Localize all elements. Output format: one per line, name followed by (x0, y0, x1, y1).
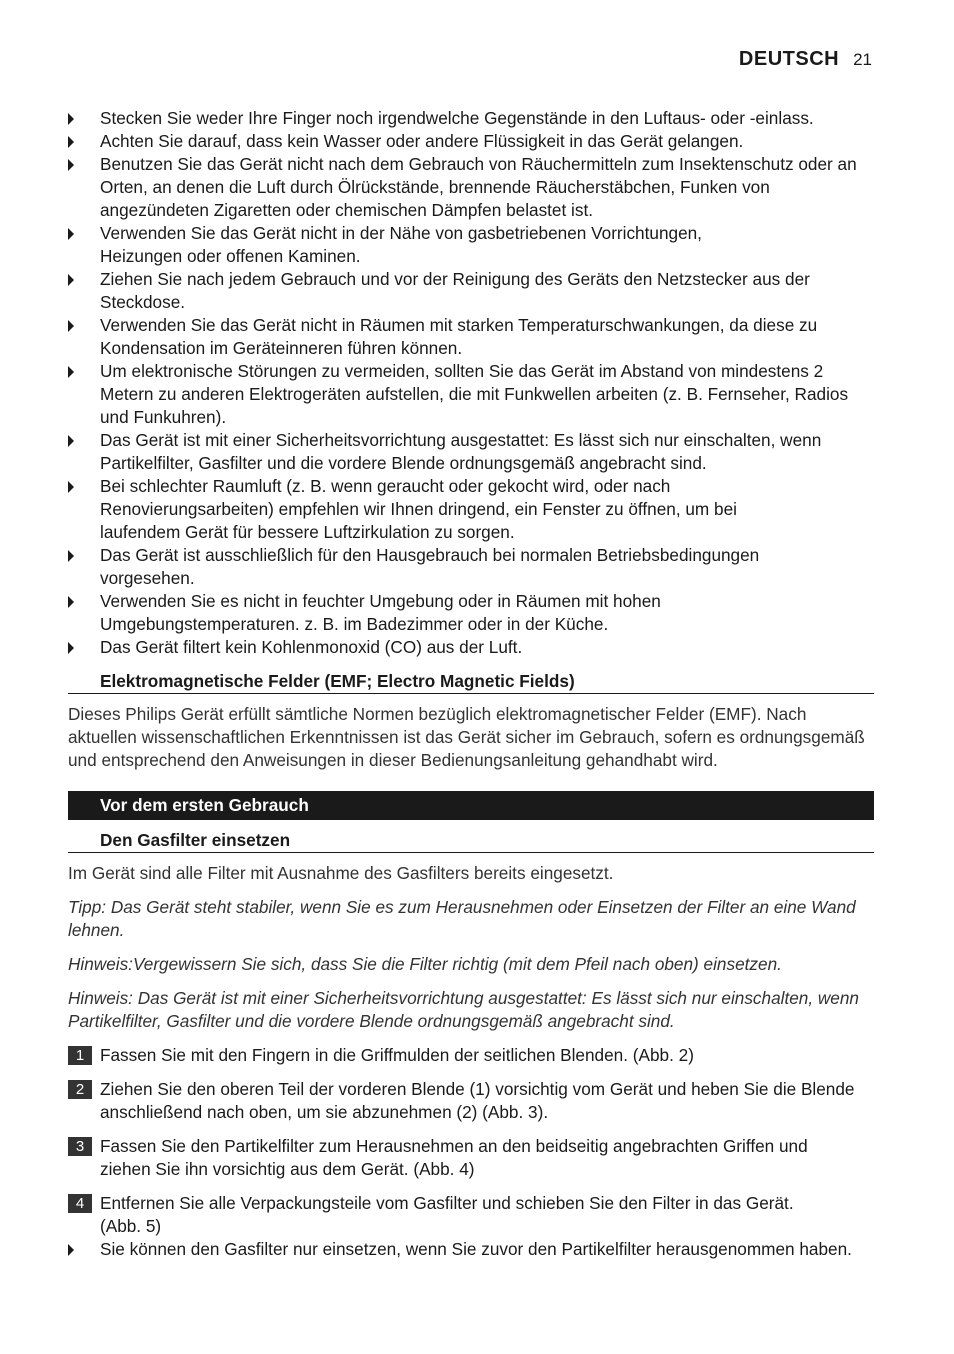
list-item: Verwenden Sie das Gerät nicht in Räumen mit starken Temperaturschwankungen, da diese zu Kondensation im Geräteinneren führen können. (68, 314, 874, 360)
step-text: Fassen Sie mit den Fingern in die Griffmulden der seitlichen Blenden. (Abb. 2) (100, 1045, 694, 1065)
list-item: Achten Sie darauf, dass kein Wasser oder andere Flüssigkeit in das Gerät gelangen. (68, 130, 874, 153)
list-item: Das Gerät ist ausschließlich für den Hausgebrauch bei normalen Betriebsbedingungen vorgesehen. (68, 544, 874, 590)
step-text: Entfernen Sie alle Verpackungsteile vom Gasfilter und schieben Sie den Filter in das Gerät. (Abb. 5) (100, 1193, 794, 1236)
bullet-icon (68, 435, 74, 447)
bullet-icon (68, 481, 74, 493)
step-number: 1 (68, 1046, 92, 1065)
page-header (739, 48, 872, 71)
list-item: Stecken Sie weder Ihre Finger noch irgendwelche Gegenstände in den Luftaus- oder -einlass. (68, 107, 874, 130)
note-text: Hinweis: Das Gerät ist mit einer Sicherheitsvorrichtung ausgestattet: Es lässt sich nur einschalten, wenn Partikelfilter, Gasfilter und die vordere Blende ordnungsgemäß angebracht sind. (68, 988, 859, 1031)
bullet-icon (68, 274, 74, 286)
bullet-icon (68, 159, 74, 171)
list-item: Ziehen Sie nach jedem Gebrauch und vor der Reinigung des Geräts den Netzstecker aus der Steckdose. (68, 268, 874, 314)
bullet-icon (68, 596, 74, 608)
section-title-bar: Vor dem ersten Gebrauch (68, 791, 874, 820)
bullet-icon (68, 1244, 74, 1256)
step-item (68, 1044, 874, 1067)
list-item: Verwenden Sie es nicht in feuchter Umgebung oder in Räumen mit hohen Umgebungstemperaturen. z. B. im Badezimmer oder in der Küche. (68, 590, 874, 636)
step-number: 2 (68, 1080, 92, 1099)
list-item: Verwenden Sie das Gerät nicht in der Nähe von gasbetriebenen Vorrichtungen, Heizungen oder offenen Kaminen. (68, 222, 874, 268)
step-item (68, 1135, 874, 1181)
emf-paragraph: Dieses Philips Gerät erfüllt sämtliche Normen bezüglich elektromagnetischer Felder (EMF). Nach aktuellen wissenschaftlichen Erkenntnissen ist das Gerät sicher im Gebrauch, sofern es ordnungsgemäß und entsprechend den Anweisungen in dieser Bedienungsanleitung gehandhabt wird. (68, 704, 865, 770)
tip-text: Tipp: Das Gerät steht stabiler, wenn Sie es zum Herausnehmen oder Einsetzen der Filter an eine Wand lehnen. (68, 897, 856, 940)
step-number: 4 (68, 1194, 92, 1213)
bullet-icon (68, 550, 74, 562)
list-item: Das Gerät filtert kein Kohlenmonoxid (CO) aus der Luft. (68, 636, 874, 659)
list-item: Benutzen Sie das Gerät nicht nach dem Gebrauch von Räuchermitteln zum Insektenschutz oder an Orten, an denen die Luft durch Ölrückstände, brennende Räucherstäbchen, Funken von angezündeten Zigaretten oder chemischen Dämpfen belastet ist. (68, 153, 874, 222)
bullet-icon (68, 642, 74, 654)
list-item: Um elektronische Störungen zu vermeiden, sollten Sie das Gerät im Abstand von mindestens 2 Metern zu anderen Elektrogeräten aufstellen, die mit Funkwellen arbeiten (z. B. Fernseher, Radios und Funkuhren). (68, 360, 874, 429)
emf-heading: Elektromagnetische Felder (EMF; Electro Magnetic Fields) (68, 670, 874, 694)
step-item (68, 1192, 874, 1238)
language-label: DEUTSCH (738, 48, 840, 70)
page-content (68, 107, 874, 1261)
bullet-icon (68, 228, 74, 240)
page-number: 21 (853, 50, 872, 69)
bullet-icon (68, 136, 74, 148)
step-item (68, 1078, 874, 1124)
intro-paragraph: Im Gerät sind alle Filter mit Ausnahme des Gasfilters bereits eingesetzt. (68, 863, 614, 883)
warnings-list (68, 107, 874, 659)
step-number: 3 (68, 1137, 92, 1156)
bullet-icon (68, 320, 74, 332)
list-item: Bei schlechter Raumluft (z. B. wenn geraucht oder gekocht wird, oder nach Renovierungsarbeiten) empfehlen wir Ihnen dringend, ein Fenster zu öffnen, um bei laufendem Gerät für bessere Luftzirkulation zu sorgen. (68, 475, 874, 544)
step-text: Ziehen Sie den oberen Teil der vorderen Blende (1) vorsichtig vom Gerät und heben Sie die Blende anschließend nach oben, um sie abzunehmen (2) (Abb. 3). (100, 1079, 855, 1122)
step-text: Fassen Sie den Partikelfilter zum Herausnehmen an den beidseitig angebrachten Griffen und ziehen Sie ihn vorsichtig aus dem Gerät. (Abb. 4) (100, 1136, 808, 1179)
bullet-icon (68, 366, 74, 378)
list-item: Sie können den Gasfilter nur einsetzen, wenn Sie zuvor den Partikelfilter herausgenommen haben. (68, 1238, 874, 1261)
note-text: Hinweis:Vergewissern Sie sich, dass Sie die Filter richtig (mit dem Pfeil nach oben) einsetzen. (68, 954, 782, 974)
gas-filter-heading: Den Gasfilter einsetzen (68, 829, 874, 853)
bullet-icon (68, 113, 74, 125)
list-item: Das Gerät ist mit einer Sicherheitsvorrichtung ausgestattet: Es lässt sich nur einschalten, wenn Partikelfilter, Gasfilter und die vordere Blende ordnungsgemäß angebracht sind. (68, 429, 874, 475)
